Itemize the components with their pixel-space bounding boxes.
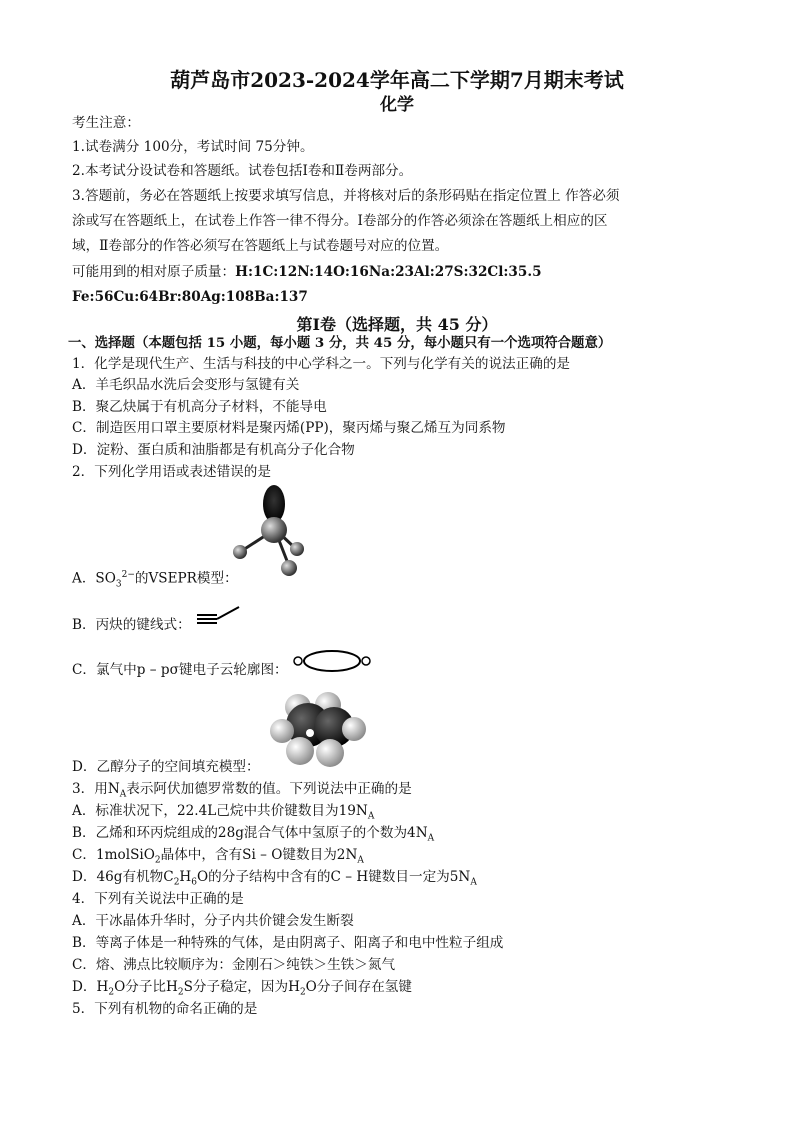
q2-option-b: B．丙炔的键线式：: [72, 617, 191, 633]
q5-stem: 5．下列有机物的命名正确的是: [72, 1001, 258, 1017]
q3-option-c: C．1molSiO$_2$晶体中，含有Si – O键数目为$2N_A$: [72, 847, 364, 866]
q3-option-a: A．标准状况下，22.4L己烷中共价键数目为$19N_A$: [72, 803, 375, 822]
atomic-mass-values-2: Fe:56Cu:64Br:80Ag:108Ba:137: [72, 289, 308, 305]
q2-stem: 2．下列化学用语或表述错误的是: [72, 464, 271, 480]
q1-option-b: B．聚乙炔属于有机高分子材料，不能导电: [72, 399, 327, 415]
q4-option-d: D．$H_2O$分子比$H_2S$分子稳定，因为$H_2O$分子间存在氢键: [72, 979, 412, 998]
part-heading: 一、选择题（本题包括 15 小题，每小题 3 分，共 45 分，每小题只有一个选项符合题意）: [68, 335, 612, 351]
q1-option-a: A．羊毛织品水洗后会变形与氢键有关: [72, 377, 300, 393]
q3-option-d: D．46g有机物$C_2H_6O$的分子结构中含有的C – H键数目一定为$5N_A$: [72, 869, 477, 888]
q2-option-d: D．乙醇分子的空间填充模型：: [72, 759, 260, 775]
q4-stem: 4．下列有关说法中正确的是: [72, 891, 244, 907]
q4-option-c: C．熔、沸点比较顺序为：金刚石＞纯铁＞生铁＞氮气: [72, 957, 396, 973]
q2-option-a: A．$SO_3^{2-}$的VSEPR模型：: [72, 570, 238, 590]
notice-item: 2.本考试分设试卷和答题纸。试卷包括Ⅰ卷和Ⅱ卷两部分。: [72, 163, 413, 179]
ethanol-space-filling-model: [268, 687, 368, 769]
q4-option-b: B．等离子体是一种特殊的气体，是由阴离子、阳离子和电中性粒子组成: [72, 935, 504, 951]
notice-item: 3.答题前，务必在答题纸上按要求填写信息，并将核对后的条形码贴在指定位置上 作答必须: [72, 188, 620, 204]
q2-option-c: C．氯气中p – pσ键电子云轮廓图：: [72, 662, 288, 678]
notice-item: 涂或写在答题纸上，在试卷上作答一律不得分。Ⅰ卷部分的作答必须涂在答题纸上相应的区: [72, 213, 608, 229]
section-title: 第Ⅰ卷（选择题，共 45 分）: [296, 315, 498, 334]
q3-option-b: B．乙烯和环丙烷组成的28g混合气体中氢原子的个数为$4N_A$: [72, 825, 435, 844]
atomic-mass-values: H:1C:12N:14O:16Na:23Al:27S:32Cl:35.5: [235, 264, 542, 280]
notice-item: 1.试卷满分 100分，考试时间 75分钟。: [72, 139, 314, 155]
propyne-skeletal-formula: [195, 604, 241, 626]
subject-title: 化学: [380, 95, 414, 115]
q3-stem: 3．用$N_A$表示阿伏加德罗常数的值。下列说法中正确的是: [72, 781, 412, 800]
notice-item: 域，Ⅱ卷部分的作答必须写在答题纸上与试卷题号对应的位置。: [72, 238, 449, 254]
q4-option-a: A．干冰晶体升华时，分子内共价键会发生断裂: [72, 913, 354, 929]
notice-heading: 考生注意：: [72, 115, 140, 131]
p-p-sigma-bond-figure: [290, 647, 374, 675]
q1-option-c: C．制造医用口罩主要原材料是聚丙烯(PP)，聚丙烯与聚乙烯互为同系物: [72, 420, 506, 436]
atomic-mass-label: 可能用到的相对原子质量：: [72, 264, 236, 280]
vsepr-model-figure: [225, 484, 315, 580]
q1-stem: 1．化学是现代生产、生活与科技的中心学科之一。下列与化学有关的说法正确的是: [72, 356, 571, 372]
q1-option-d: D．淀粉、蛋白质和油脂都是有机高分子化合物: [72, 442, 355, 458]
exam-title: 葫芦岛市2023-2024学年高二下学期7月期末考试: [170, 68, 624, 92]
atomic-mass-line: [72, 263, 542, 281]
